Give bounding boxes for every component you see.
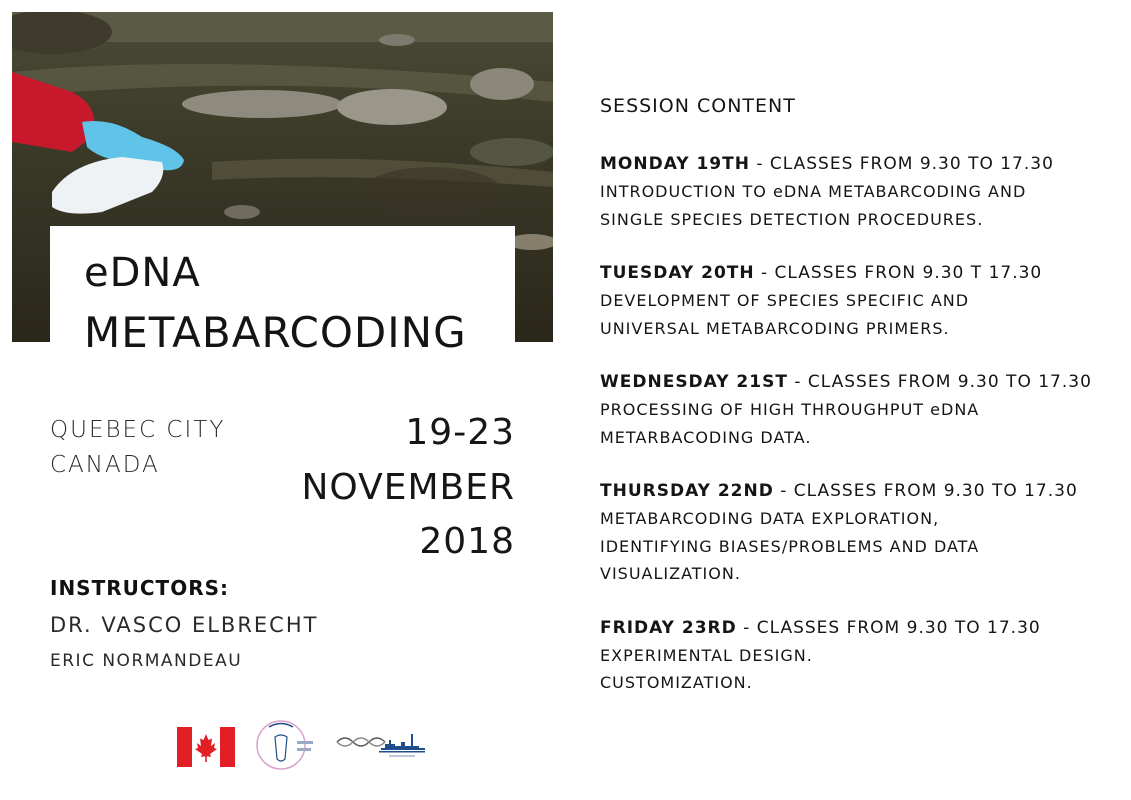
day-description: SINGLE SPECIES DETECTION PROCEDURES. — [600, 209, 984, 229]
location-city: QUEBEC CITY — [50, 417, 226, 443]
session-day — [600, 369, 1120, 451]
session-day — [600, 615, 1120, 697]
date-month: NOVEMBER — [301, 467, 515, 508]
session-day — [600, 151, 1120, 233]
day-time: - CLASSES FROM 9.30 TO 17.30 — [787, 372, 1092, 392]
plasmo-logo-icon — [255, 717, 315, 773]
day-description: CUSTOMIZATION. — [600, 673, 753, 692]
day-heading — [600, 151, 1120, 178]
day-description: VISUALIZATION. — [600, 564, 741, 583]
day-heading — [600, 615, 1120, 642]
title-line-2: METABARCODING — [84, 308, 467, 357]
day-description: METABARCODING DATA EXPLORATION, — [600, 509, 940, 528]
session-day — [600, 478, 1120, 588]
date-year: 2018 — [419, 521, 515, 562]
day-description: IDENTIFYING BIASES/PROBLEMS AND DATA — [600, 536, 980, 556]
day-heading — [600, 369, 1120, 396]
title-line-1: eDNA — [84, 250, 201, 296]
day-name: MONDAY 19TH — [600, 154, 750, 174]
canada-flag-icon — [177, 727, 235, 767]
day-name: WEDNESDAY 21ST — [600, 372, 788, 392]
day-time: - CLASSES FRON 9.30 T 17.30 — [754, 263, 1043, 283]
day-heading — [600, 478, 1120, 505]
day-description: METARBACODING DATA. — [600, 427, 812, 447]
instructor-name: DR. VASCO ELBRECHT — [50, 613, 319, 637]
date-days: 19-23 — [405, 412, 515, 453]
instructor-name: ERIC NORMANDEAU — [50, 651, 243, 671]
dna-skyline-logo-icon — [335, 730, 427, 760]
instructors-heading: INSTRUCTORS: — [50, 576, 229, 600]
day-description: EXPERIMENTAL DESIGN. — [600, 645, 813, 665]
day-description: UNIVERSAL METABARCODING PRIMERS. — [600, 318, 950, 338]
day-heading — [600, 260, 1120, 287]
session-title: SESSION CONTENT — [600, 95, 796, 117]
day-time: - CLASSES FROM 9.30 TO 17.30 — [749, 154, 1054, 174]
session-day — [600, 260, 1120, 342]
day-description: INTRODUCTION TO eDNA METABARCODING AND — [600, 182, 1027, 201]
day-name: TUESDAY 20TH — [600, 263, 755, 283]
day-time: - CLASSES FROM 9.30 TO 17.30 — [773, 481, 1078, 501]
day-description: DEVELOPMENT OF SPECIES SPECIFIC AND — [600, 291, 970, 310]
session-content — [600, 95, 1120, 724]
day-description: PROCESSING OF HIGH THROUGHPUT eDNA — [600, 400, 980, 419]
day-name: FRIDAY 23RD — [600, 617, 737, 638]
day-time: - CLASSES FROM 9.30 TO 17.30 — [736, 617, 1041, 638]
day-name: THURSDAY 22ND — [600, 481, 774, 501]
location-country: CANADA — [50, 452, 160, 478]
